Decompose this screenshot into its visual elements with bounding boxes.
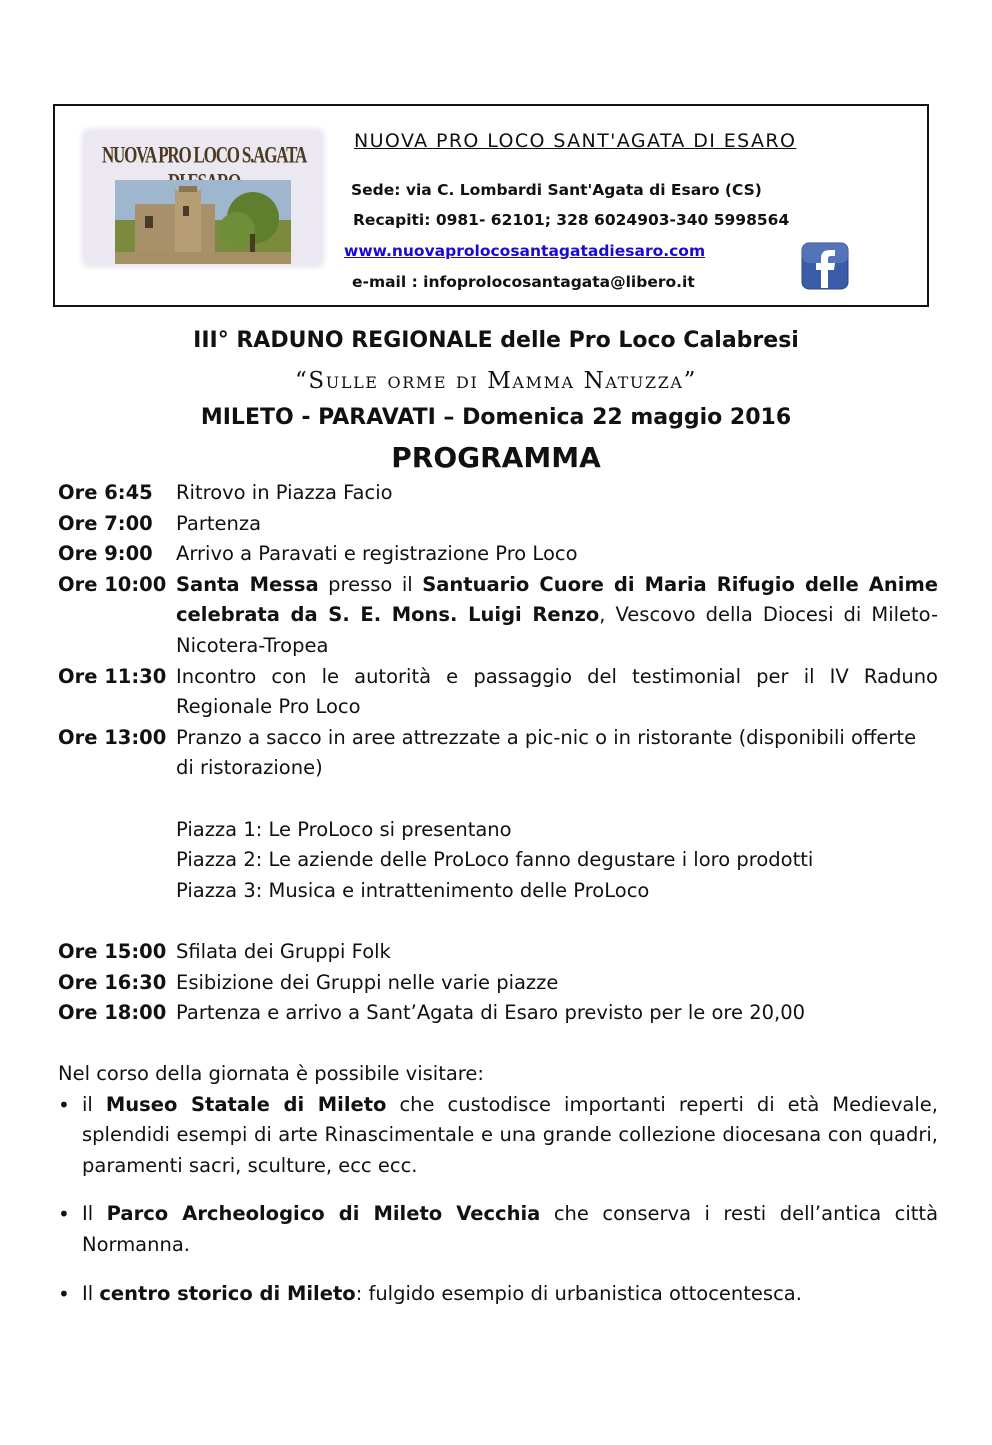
visit-item-desc: che conserva i resti dell’antica città Normanna. bbox=[82, 1202, 939, 1256]
schedule-time: Ore 16:30 bbox=[58, 970, 167, 994]
schedule-text: Partenza bbox=[176, 511, 262, 535]
visit-item-text bbox=[82, 1090, 938, 1182]
schedule bbox=[58, 478, 938, 1029]
contacts-line: Recapiti: 0981- 62101; 328 6024903-340 5998564 bbox=[353, 211, 790, 229]
schedule-row bbox=[58, 937, 938, 968]
schedule-text: Pranzo a sacco in aree attrezzate a pic-nic o in ristorante (disponibili offerte di ristorazione) bbox=[176, 725, 917, 780]
schedule-row bbox=[58, 539, 938, 570]
visit-item-name: Museo Statale di Mileto bbox=[105, 1092, 387, 1116]
visit-item bbox=[58, 1199, 938, 1260]
event-title: III° RADUNO REGIONALE delle Pro Loco Calabresi bbox=[193, 328, 799, 353]
email-line: e-mail : infoprolocosantagata@libero.it bbox=[352, 273, 695, 291]
visit-section bbox=[58, 1059, 938, 1309]
schedule-time: Ore 18:00 bbox=[58, 1001, 167, 1025]
visit-item-name: centro storico di Mileto bbox=[99, 1281, 356, 1305]
schedule-text: Ritrovo in Piazza Facio bbox=[176, 481, 393, 504]
visit-item-pre: Il bbox=[82, 1281, 100, 1305]
schedule-time: Ore 15:00 bbox=[58, 939, 167, 963]
schedule-time: Ore 7:00 bbox=[58, 511, 153, 535]
org-name: NUOVA PRO LOCO SANT'AGATA DI ESARO bbox=[354, 130, 797, 152]
schedule-text: Esibizione dei Gruppi nelle varie piazze bbox=[176, 970, 559, 994]
schedule-row bbox=[58, 662, 938, 723]
schedule-time: Ore 10:00 bbox=[58, 572, 167, 596]
sanctuary-name: Santuario Cuore di Maria Rifugio delle Anime celebrata da S. E. Mons. Luigi Renzo bbox=[176, 572, 939, 627]
bullet-icon: • bbox=[58, 1281, 70, 1306]
schedule-text: Incontro con le autorità e passaggio del testimonial per il IV Raduno Regionale Pro Loco bbox=[176, 664, 938, 719]
piazza-row bbox=[58, 815, 938, 846]
schedule-row bbox=[58, 509, 938, 540]
visit-item-text bbox=[82, 1199, 938, 1260]
schedule-row bbox=[58, 998, 938, 1029]
programma-heading: PROGRAMMA bbox=[391, 441, 601, 474]
address-line: Sede: via C. Lombardi Sant'Agata di Esaro (CS) bbox=[351, 181, 762, 199]
schedule-row bbox=[58, 968, 938, 999]
logo-text: NUOVA PRO LOCO S.AGATA bbox=[101, 142, 307, 168]
visit-item-desc: : fulgido esempio di urbanistica ottocentesca. bbox=[355, 1281, 802, 1305]
event-place-date: MILETO - PARAVATI – Domenica 22 maggio 2016 bbox=[200, 405, 792, 430]
visit-item-pre: Il bbox=[82, 1202, 107, 1226]
schedule-text: Sfilata dei Gruppi Folk bbox=[176, 939, 391, 963]
visit-item-name: Parco Archeologico di Mileto Vecchia bbox=[106, 1202, 541, 1226]
piazza-row bbox=[58, 876, 938, 907]
logo bbox=[85, 132, 321, 264]
mass-label: Santa Messa bbox=[176, 572, 319, 596]
website-link[interactable]: www.nuovaprolocosantagatadiesaro.com bbox=[344, 242, 706, 260]
facebook-icon[interactable] bbox=[801, 242, 849, 290]
bishop-diocese: , Vescovo della Diocesi di Mileto-Nicotera-Tropea bbox=[176, 603, 939, 657]
piazza-3: Piazza 3: Musica e intrattenimento delle ProLoco bbox=[176, 878, 650, 902]
piazza-1: Piazza 1: Le ProLoco si presentano bbox=[176, 817, 512, 841]
logo-photo-castle bbox=[115, 180, 291, 264]
schedule-time: Ore 11:30 bbox=[58, 664, 167, 688]
schedule-text: Partenza e arrivo a Sant’Agata di Esaro previsto per le ore 20,00 bbox=[176, 1001, 806, 1025]
visit-item-pre: il bbox=[82, 1092, 106, 1116]
schedule-row bbox=[58, 723, 938, 784]
header-box bbox=[53, 104, 929, 307]
schedule-time: Ore 6:45 bbox=[58, 481, 153, 504]
visit-item bbox=[58, 1090, 938, 1182]
schedule-text: Arrivo a Paravati e registrazione Pro Loco bbox=[176, 542, 578, 566]
schedule-row bbox=[58, 478, 938, 509]
piazza-row bbox=[58, 845, 938, 876]
event-motto: “Sulle orme di Mamma Natuzza” bbox=[295, 368, 697, 394]
mass-connector: presso il bbox=[318, 572, 423, 596]
bullet-icon: • bbox=[58, 1202, 70, 1227]
visit-intro: Nel corso della giornata è possibile visitare: bbox=[58, 1062, 484, 1085]
schedule-time: Ore 9:00 bbox=[58, 542, 153, 566]
visit-item bbox=[58, 1279, 938, 1310]
piazza-2: Piazza 2: Le aziende delle ProLoco fanno degustare i loro prodotti bbox=[176, 848, 814, 872]
visit-item-desc: che custodisce importanti reperti di età Medievale, splendidi esempi di arte Rinascimentale e una grande collezione diocesana con quadri, paramenti sacri, sculture, ecc ecc. bbox=[82, 1092, 938, 1177]
schedule-row bbox=[58, 570, 938, 662]
schedule-time: Ore 13:00 bbox=[58, 725, 167, 749]
bullet-icon: • bbox=[58, 1092, 70, 1117]
schedule-text bbox=[176, 570, 938, 662]
visit-item-text bbox=[82, 1279, 938, 1310]
